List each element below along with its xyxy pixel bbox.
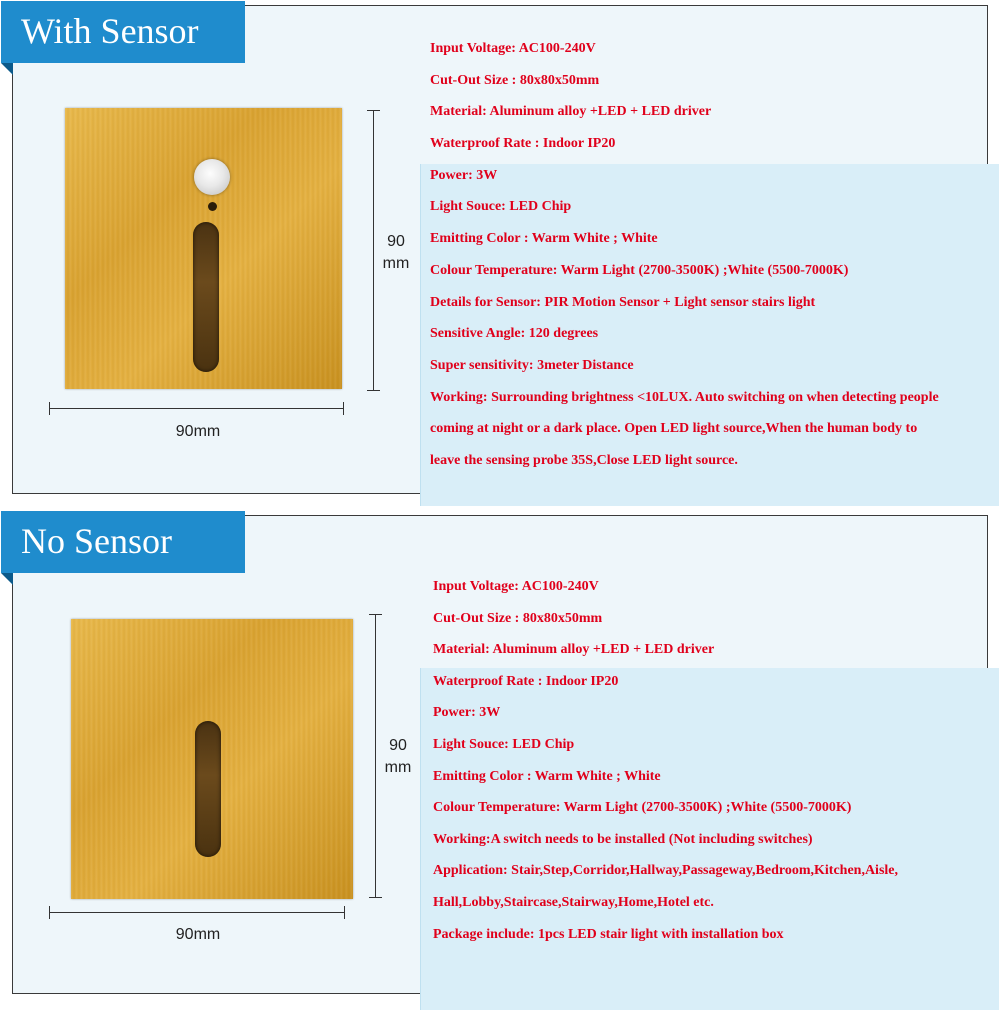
height-dimension-label — [383, 735, 413, 779]
spec-line: coming at night or a dark place. Open LED light source,When the human body to — [430, 421, 918, 437]
spec-line: Package include: 1pcs LED stair light with installation box — [433, 926, 784, 942]
width-dimension-label: 90mm — [175, 926, 221, 943]
height-dimension-line — [375, 614, 376, 898]
spec-line: Waterproof Rate : Indoor IP20 — [430, 136, 616, 152]
spec-line: Power: 3W — [433, 705, 501, 721]
led-slot — [193, 222, 219, 372]
spec-line: Colour Temperature: Warm Light (2700-3500K) ;White (5500-7000K) — [433, 800, 852, 816]
spec-line: Input Voltage: AC100-240V — [430, 41, 596, 56]
spec-line: Power: 3W — [430, 167, 498, 183]
width-dimension-line — [49, 408, 344, 409]
height-unit: mm — [384, 759, 412, 776]
spec-line: Working: Surrounding brightness <10LUX. Auto switching on when detecting people — [430, 389, 939, 405]
spec-line: Emitting Color : Warm White ; White — [430, 231, 658, 247]
no-sensor-tag: No Sensor — [1, 511, 245, 573]
spec-list-with-sensor — [430, 38, 939, 482]
spec-line: Working:A switch needs to be installed (Not including switches) — [433, 831, 813, 847]
spec-line: Hall,Lobby,Staircase,Stairway,Home,Hotel etc. — [433, 894, 714, 910]
height-dimension-label — [381, 231, 411, 275]
height-unit: mm — [382, 255, 410, 272]
spec-line: Light Souce: LED Chip — [430, 199, 572, 215]
width-dimension-line — [49, 912, 345, 913]
spec-line: Material: Aluminum alloy +LED + LED driver — [430, 104, 712, 120]
spec-line: Application: Stair,Step,Corridor,Hallway,Passageway,Bedroom,Kitchen,Aisle, — [433, 863, 898, 879]
no-sensor-panel — [12, 515, 988, 994]
spec-list-no-sensor — [433, 576, 898, 955]
with-sensor-panel — [12, 5, 988, 494]
height-dimension-line — [373, 110, 374, 391]
spec-line: Light Souce: LED Chip — [433, 736, 575, 752]
width-dimension-label: 90mm — [175, 423, 221, 440]
light-sensor-icon — [208, 202, 217, 211]
spec-line: Emitting Color : Warm White ; White — [433, 768, 661, 784]
stair-light-plate-no-sensor — [71, 619, 353, 899]
spec-line: Sensitive Angle: 120 degrees — [430, 326, 599, 342]
spec-line: Material: Aluminum alloy +LED + LED driver — [433, 642, 715, 658]
spec-line: Details for Sensor: PIR Motion Sensor + Light sensor stairs light — [430, 294, 816, 310]
pir-sensor-icon — [194, 159, 230, 195]
stair-light-plate-with-sensor — [65, 108, 342, 389]
spec-line: Super sensitivity: 3meter Distance — [430, 357, 634, 373]
spec-line: Input Voltage: AC100-240V — [433, 579, 599, 594]
spec-line: leave the sensing probe 35S,Close LED light source. — [430, 452, 738, 468]
led-slot — [195, 721, 221, 857]
height-value: 90 — [387, 233, 405, 250]
height-value: 90 — [389, 737, 407, 754]
spec-line: Cut-Out Size : 80x80x50mm — [433, 610, 603, 626]
spec-line: Waterproof Rate : Indoor IP20 — [433, 673, 619, 689]
with-sensor-tag: With Sensor — [1, 1, 245, 63]
spec-line: Colour Temperature: Warm Light (2700-3500K) ;White (5500-7000K) — [430, 262, 849, 278]
spec-line: Cut-Out Size : 80x80x50mm — [430, 72, 600, 88]
